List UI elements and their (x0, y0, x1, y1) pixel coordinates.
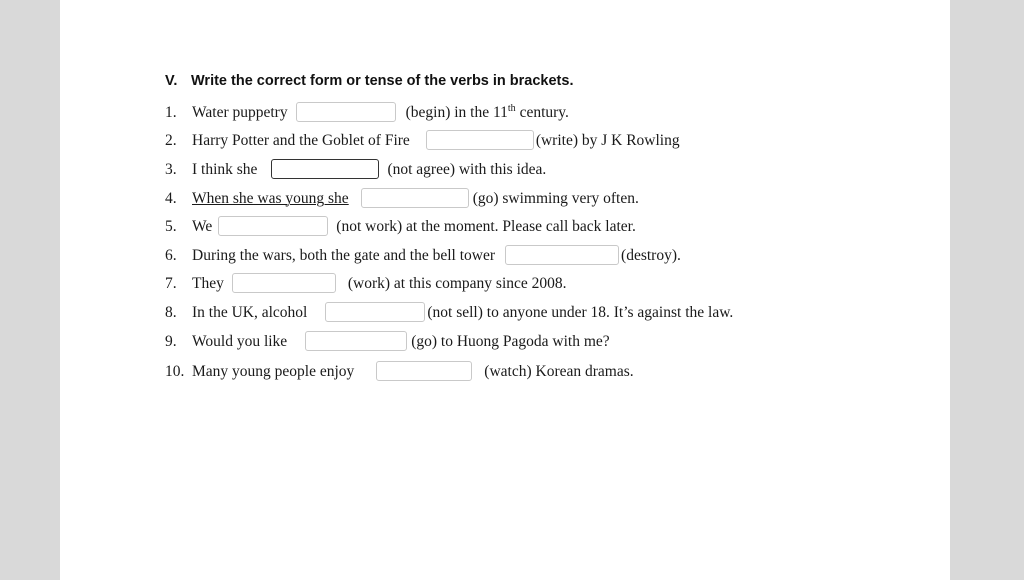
exercise-title: Write the correct form or tense of the verbs in brackets. (191, 73, 574, 89)
question-number: 7. (165, 275, 177, 292)
question-number: 4. (165, 190, 177, 207)
question-text: When she was young she (192, 190, 349, 207)
question-text: They (192, 275, 224, 292)
answer-blank-4[interactable] (361, 188, 469, 208)
question-hint: (destroy). (621, 247, 681, 264)
question-number: 2. (165, 132, 177, 149)
answer-blank-9[interactable] (305, 331, 407, 351)
exercise-number: V. (165, 73, 178, 89)
question-hint: (not sell) to anyone under 18. It’s against the law. (427, 304, 734, 321)
question-9 (165, 330, 610, 354)
question-hint: (watch) Korean dramas. (484, 363, 634, 380)
question-text: Harry Potter and the Goblet of Fire (192, 132, 410, 149)
question-text: Many young people enjoy (192, 363, 355, 380)
question-number: 10. (165, 363, 185, 380)
question-hint: (not agree) with this idea. (387, 161, 547, 178)
answer-blank-1[interactable] (296, 102, 396, 122)
answer-blank-5[interactable] (218, 216, 328, 236)
question-hint: (begin) in the 11th century. (405, 102, 569, 121)
answer-blank-3[interactable] (271, 159, 379, 179)
question-4 (165, 187, 639, 211)
question-number: 9. (165, 333, 177, 350)
question-hint: (go) swimming very often. (472, 190, 639, 207)
question-number: 8. (165, 304, 177, 321)
question-text: In the UK, alcohol (192, 304, 308, 321)
question-6 (165, 244, 681, 268)
answer-blank-2[interactable] (426, 130, 534, 150)
question-number: 5. (165, 218, 177, 235)
question-number: 6. (165, 247, 177, 264)
question-3 (165, 158, 546, 182)
question-hint: (go) to Huong Pagoda with me? (411, 333, 610, 350)
answer-blank-6[interactable] (505, 245, 619, 265)
question-7 (165, 272, 567, 296)
question-hint: (not work) at the moment. Please call back later. (336, 218, 636, 235)
question-5 (165, 215, 636, 239)
question-2 (165, 129, 680, 153)
answer-blank-10[interactable] (376, 361, 472, 381)
question-text: I think she (192, 161, 258, 178)
question-10 (165, 360, 634, 384)
answer-blank-8[interactable] (325, 302, 425, 322)
question-number: 3. (165, 161, 177, 178)
question-1 (165, 101, 569, 125)
question-number: 1. (165, 104, 177, 121)
exercise-heading (165, 73, 573, 89)
question-text: During the wars, both the gate and the bell tower (192, 247, 496, 264)
question-8 (165, 301, 733, 325)
question-text: Would you like (192, 333, 288, 350)
answer-blank-7[interactable] (232, 273, 336, 293)
question-text: We (192, 218, 213, 235)
question-text: Water puppetry (192, 104, 288, 121)
question-hint: (write) by J K Rowling (535, 132, 680, 149)
question-hint: (work) at this company since 2008. (347, 275, 567, 292)
